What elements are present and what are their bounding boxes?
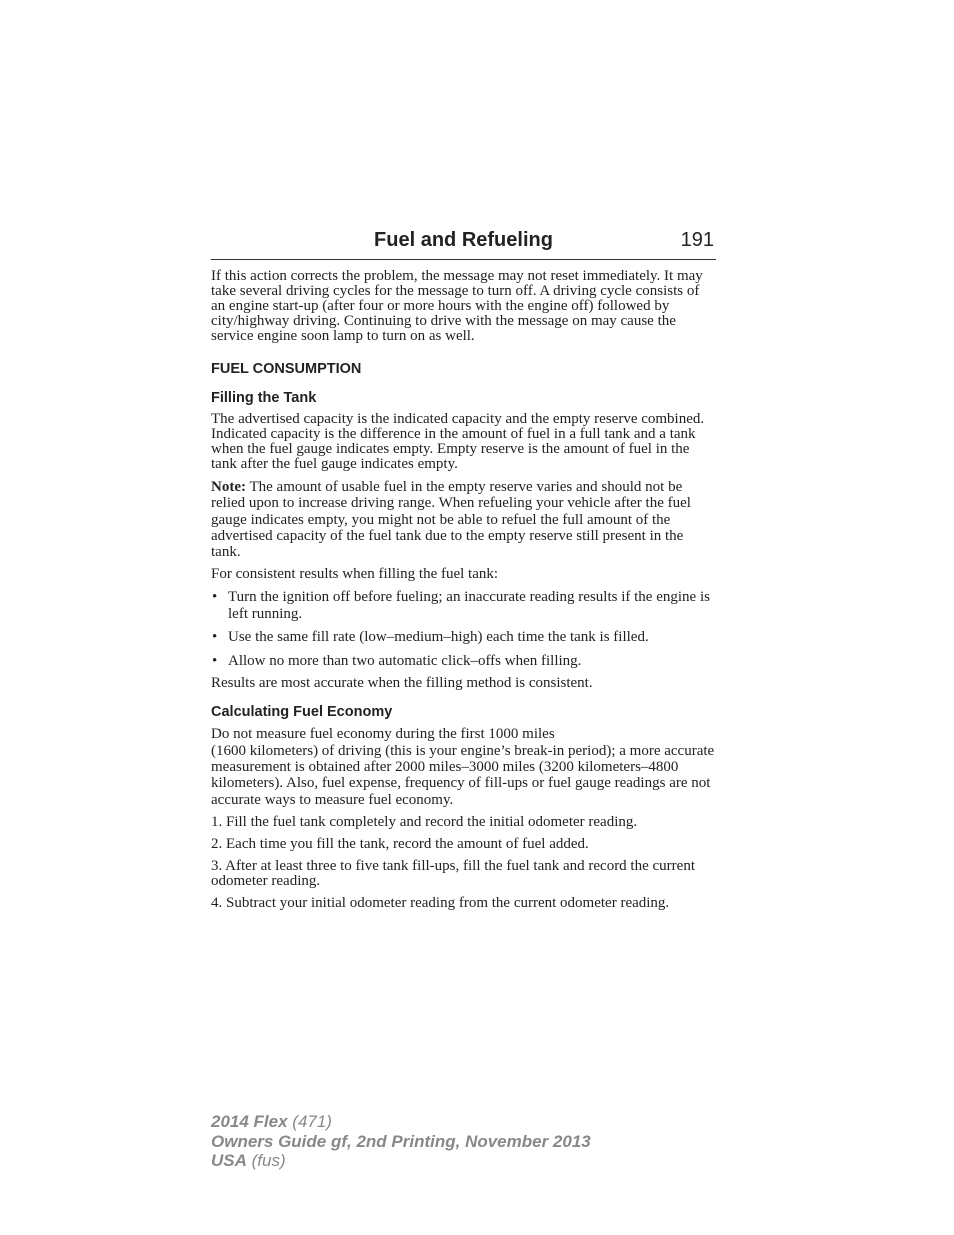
- note-text: The amount of usable fuel in the empty reserve varies and should not be relied upon to increase driving range. When refueling your vehicle after the fuel gauge indicates empty, you might not be able to refuel the full amount of the advertised capacity of the fuel tank due to the empty reserve still present in the tank.: [211, 479, 691, 561]
- footer-guide-line: Owners Guide gf, 2nd Printing, November 2013: [211, 1131, 591, 1151]
- section-title: Fuel and Refueling: [374, 229, 553, 251]
- footer-model-code: (471): [287, 1112, 332, 1131]
- bullet-icon: •: [212, 589, 218, 606]
- page-body: [211, 269, 716, 911]
- filling-tips-list: [211, 589, 716, 669]
- step-2: 2. Each time you fill the tank, record the amount of fuel added.: [211, 835, 589, 852]
- footer-market-code: (fus): [246, 1151, 286, 1170]
- filling-the-tank-heading: Filling the Tank: [211, 390, 317, 406]
- list-item-text: Allow no more than two automatic click–offs when filling.: [228, 652, 582, 669]
- closing-paragraph: Results are most accurate when the filling method is consistent.: [211, 675, 593, 692]
- page-footer: [211, 1112, 591, 1171]
- note-paragraph: [211, 479, 716, 560]
- list-item-text: Use the same fill rate (low–medium–high) each time the tank is filled.: [228, 629, 649, 646]
- footer-model-line: [211, 1112, 591, 1132]
- list-item: [211, 653, 716, 670]
- bullet-icon: •: [212, 629, 218, 646]
- footer-model: 2014 Flex: [211, 1112, 288, 1131]
- list-item: [211, 629, 716, 646]
- fuel-consumption-heading: FUEL CONSUMPTION: [211, 361, 362, 377]
- bullet-icon: •: [212, 652, 218, 669]
- fuel-economy-rest: (1600 kilometers) of driving (this is your engine’s break-in period); a more accurate measurement is obtained after 2000 miles–3000 miles (3200 kilometers–4800 kilometers). Also, fuel expense, frequency of fill-ups or fuel gauge readings are not accurate ways to measure fuel economy.: [211, 742, 715, 808]
- page-header: [211, 229, 716, 260]
- consistent-results-lead: For consistent results when filling the fuel tank:: [211, 566, 499, 583]
- list-item: [211, 589, 716, 622]
- list-item-text: Turn the ignition off before fueling; an inaccurate reading results if the engine is left running.: [228, 589, 710, 622]
- fuel-economy-line1: Do not measure fuel economy during the first 1000 miles: [211, 726, 555, 743]
- step-3: 3. After at least three to five tank fill-ups, fill the fuel tank and record the current odometer reading.: [211, 857, 695, 889]
- footer-market: USA: [211, 1151, 247, 1170]
- note-label: Note:: [211, 479, 246, 495]
- footer-market-line: [211, 1151, 591, 1171]
- fuel-economy-paragraph: [211, 726, 716, 807]
- advertised-capacity-paragraph: The advertised capacity is the indicated capacity and the empty reserve combined. Indicated capacity is the difference in the amount of fuel in a full tank and a tank when the fuel gauge indicates empty. Empty reserve is the amount of fuel in the tank after the fuel gauge indicates empty.: [211, 411, 705, 472]
- step-4: 4. Subtract your initial odometer reading from the current odometer reading.: [211, 894, 670, 911]
- intro-paragraph: If this action corrects the problem, the message may not reset immediately. It may take several driving cycles for the message to turn off. A driving cycle consists of an engine start-up (after four or more hours with the engine off) followed by city/highway driving. Continuing to drive with the message on may cause the service engine soon lamp to turn on as well.: [211, 268, 703, 344]
- page-number: 191: [680, 229, 714, 251]
- calculating-fuel-economy-heading: Calculating Fuel Economy: [211, 704, 393, 721]
- step-1: 1. Fill the fuel tank completely and record the initial odometer reading.: [211, 813, 638, 830]
